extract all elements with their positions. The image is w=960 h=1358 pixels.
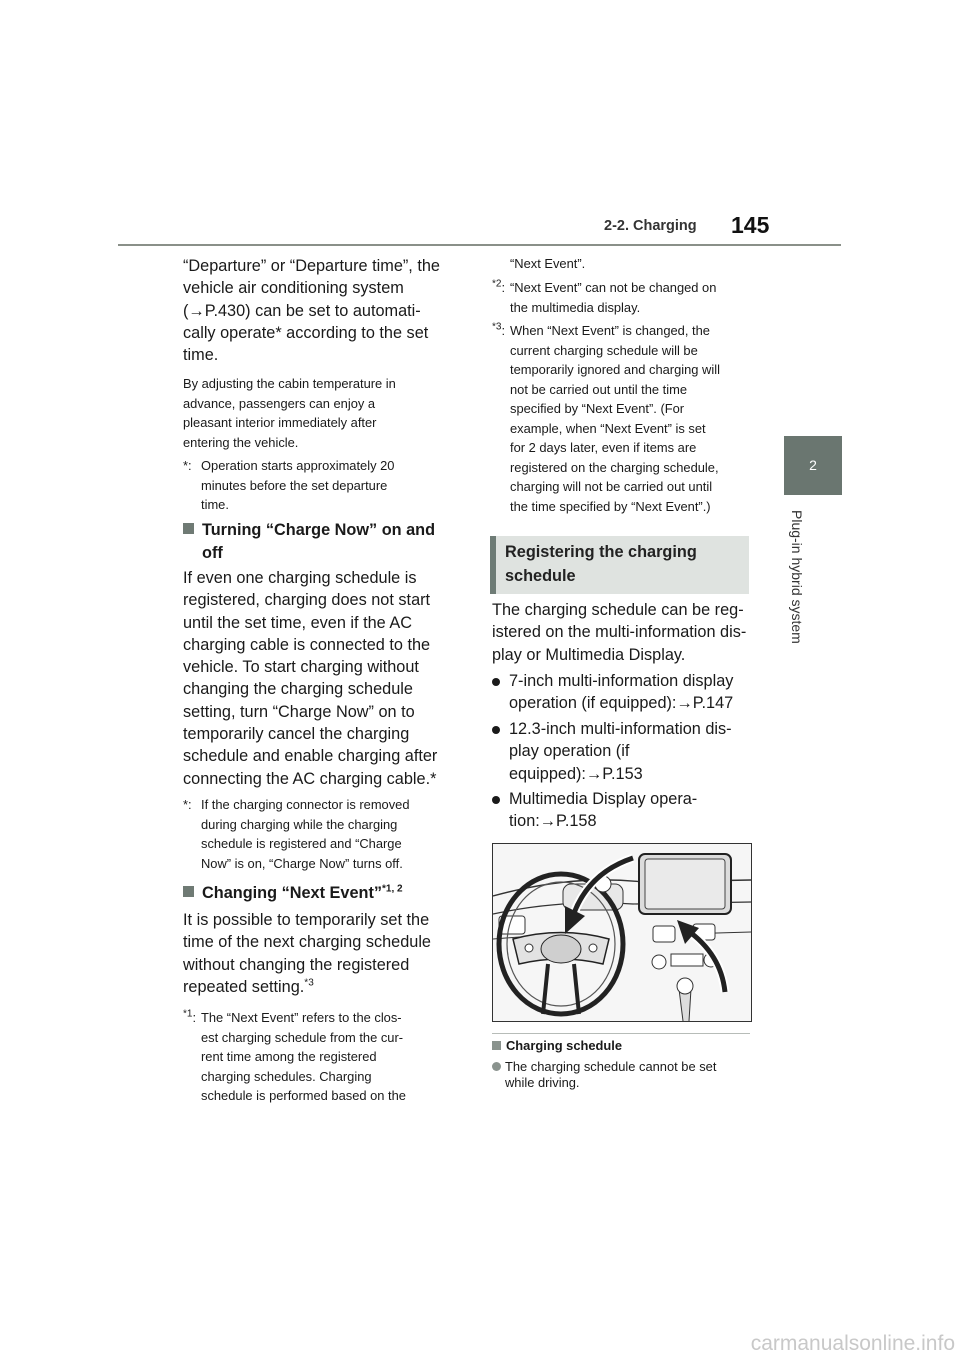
departure-note: *: Operation starts approximately 20 minutes before the set departure time. bbox=[183, 458, 395, 512]
footnote-3: $^{*3}$: When “Next Event” is changed, the current charging schedule will be temporarily ignored and charging will not be carried out until the time specified by “Next Event”. (For example, when “Next Event” is set for 2 days later, even if items are registered on the charging schedule, charging will not be carried out until the time specified by “Next Event”.) bbox=[492, 321, 720, 514]
chapter-tab[interactable]: 2 bbox=[784, 436, 842, 495]
page-number: 145 bbox=[731, 212, 770, 238]
intro-small-text: By adjusting the cabin temperature in advance, passengers can enjoy a pleasant interior immediately after entering the vehicle. bbox=[183, 376, 396, 450]
header-rule bbox=[118, 244, 841, 246]
bullet-dot-icon bbox=[492, 796, 500, 804]
section-label: 2-2. Charging bbox=[604, 218, 697, 234]
footnote-2: $^{*2}$: “Next Event” can not be changed on the multimedia display. bbox=[492, 278, 717, 315]
watermark: carmanualsonline.info bbox=[750, 1332, 955, 1355]
footnote-1-continued: “Next Event”. bbox=[510, 256, 586, 271]
bullet-dot-icon bbox=[492, 726, 500, 734]
bullet-item-7inch[interactable]: 7-inch multi-information display operation (if equipped):→P.147 bbox=[492, 670, 750, 715]
charge-now-paragraph: If even one charging schedule is registered, charging does not start until the set time, even if the AC charging cable is connected to the vehicle. To start charging without changing the charging schedule setting, turn “Charge Now” on to temporarily cancel the charging schedule and enable charging after connecting the AC charging cable.* bbox=[183, 569, 438, 788]
heading-next-event: Changing “Next Event”$^{*1, 2}$ bbox=[183, 882, 473, 905]
register-paragraph: The charging schedule can be reg- istered on the multi-information dis- play or Multimedia Display. bbox=[492, 601, 747, 664]
next-event-paragraph: It is possible to temporarily set the time of the next charging schedule without changing the registered repeated setting.$^{*3}$ bbox=[183, 911, 431, 996]
dashboard-drawing-icon bbox=[493, 844, 751, 1021]
section-heading: Registering the charging schedule bbox=[505, 543, 697, 585]
circle-bullet-icon bbox=[492, 1062, 501, 1071]
square-bullet-icon bbox=[183, 886, 194, 897]
intro-paragraph: “Departure” or “Departure time”, the vehicle air conditioning system (→P.430) can be set to automati- cally operate* according to the set time. bbox=[183, 257, 440, 365]
square-bullet-icon bbox=[183, 523, 194, 534]
bullet-item-12inch[interactable]: 12.3-inch multi-information dis- play operation (if equipped):→P.153 bbox=[492, 718, 750, 785]
footnote-1: $^{*1}$: The “Next Event” refers to the clos- est charging schedule from the cur- rent time among the registered charging schedules. Charging schedule is performed based on the bbox=[183, 1008, 406, 1103]
charge-now-note: *: If the charging connector is removed during charging while the charging schedule is registered and “Charge Now” is on, “Charge Now” turns off. bbox=[183, 797, 410, 871]
divider bbox=[492, 1033, 750, 1034]
chapter-title: Plug-in hybrid system bbox=[789, 510, 805, 644]
square-bullet-icon bbox=[492, 1041, 501, 1050]
dashboard-illustration bbox=[492, 843, 752, 1022]
section-heading-box bbox=[490, 536, 749, 594]
sub-heading-charging-schedule: Charging schedule bbox=[492, 1038, 750, 1053]
bullet-dot-icon bbox=[492, 678, 500, 686]
heading-charge-now: Turning “Charge Now” on and off bbox=[183, 519, 473, 565]
sub-note: The charging schedule cannot be set while driving. bbox=[492, 1059, 750, 1091]
bullet-item-multimedia[interactable]: Multimedia Display opera- tion:→P.158 bbox=[492, 788, 750, 833]
